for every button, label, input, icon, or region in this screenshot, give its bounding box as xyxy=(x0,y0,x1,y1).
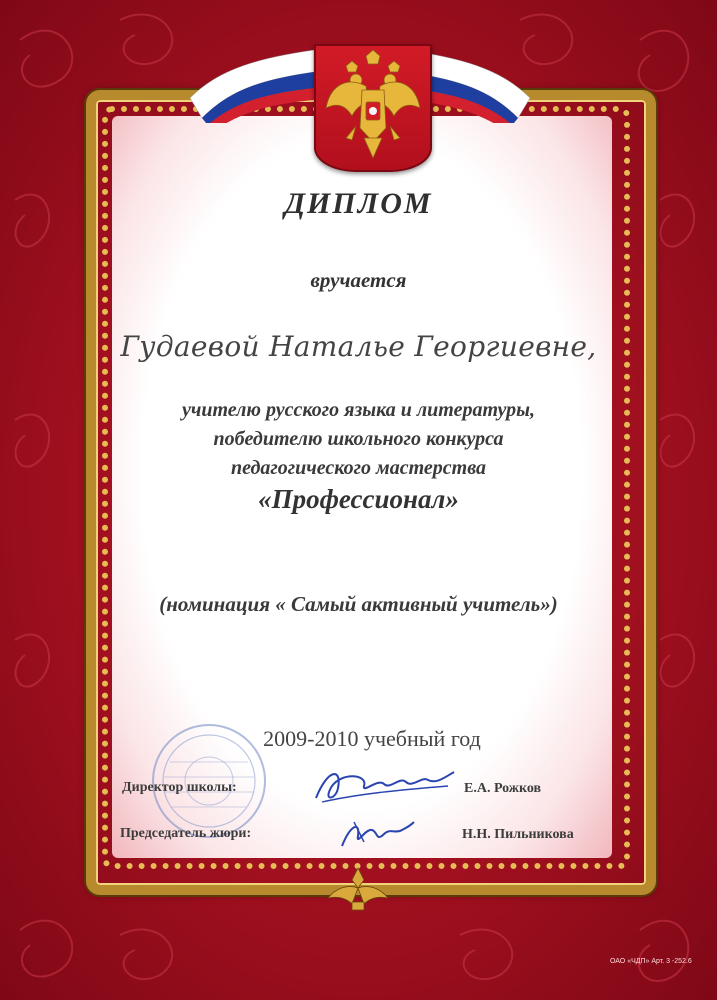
director-name: Е.А. Рожков xyxy=(464,781,542,796)
printer-mark: ОАО «ЧДП» Арт. 3 -252.6 xyxy=(610,958,692,965)
description-line-1: учителю русского языка и литературы, xyxy=(181,399,535,421)
recipient-name: Гудаевой Наталье Георгиевне, xyxy=(120,330,597,363)
jury-label: Председатель жюри: xyxy=(120,826,252,841)
awarded-line: вручается xyxy=(310,268,407,292)
crown-ornament-icon xyxy=(318,866,398,912)
jury-chair-name: Н.Н. Пильникова xyxy=(462,827,574,842)
coat-of-arms-icon xyxy=(314,44,432,172)
academic-year: 2009-2010 учебный год xyxy=(263,726,481,751)
director-label: Директор школы: xyxy=(122,780,237,795)
director-signature-icon xyxy=(308,758,458,808)
jury-signature-icon xyxy=(336,812,416,852)
diploma-title: ДИПЛОМ xyxy=(284,187,433,220)
nomination-line: (номинация « Самый активный учитель») xyxy=(159,592,558,616)
description-line-3: педагогического мастерства xyxy=(230,457,487,479)
contest-name: «Профессионал» xyxy=(258,484,459,514)
description-line-2: победителю школьного конкурса xyxy=(213,428,504,450)
